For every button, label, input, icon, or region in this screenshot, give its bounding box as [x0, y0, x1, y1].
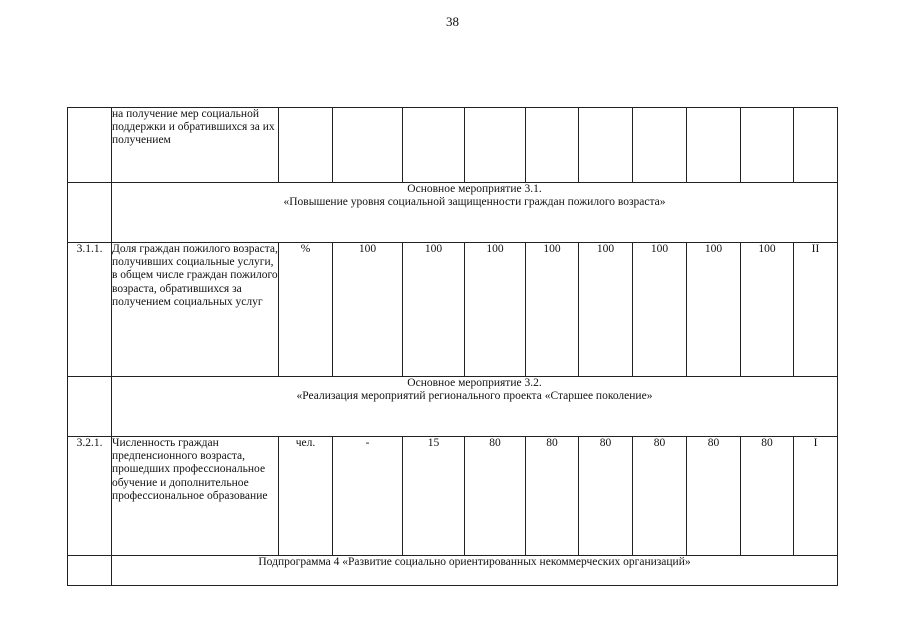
- value-cell: 100: [403, 243, 465, 377]
- value-cell: [579, 108, 633, 183]
- unit-cell: [279, 108, 333, 183]
- value-cell: 100: [333, 243, 403, 377]
- value-cell: [403, 108, 465, 183]
- row-number-cell: 3.1.1.: [68, 243, 112, 377]
- value-cell: 80: [465, 437, 526, 556]
- subprogram-number-cell: [68, 556, 112, 586]
- indicator-name-cell: на получение мер социальной поддержки и обратившихся за их получением: [112, 108, 279, 183]
- unit-cell: чел.: [279, 437, 333, 556]
- row-number-cell: 3.2.1.: [68, 437, 112, 556]
- value-cell: [794, 108, 838, 183]
- value-cell: 100: [741, 243, 794, 377]
- table-row: [68, 437, 838, 556]
- row-number-cell: [68, 108, 112, 183]
- indicator-name-cell: Доля граждан пожилого возраста, получивших социальные услуги, в общем числе граждан пожилого возраста, обратившихся за получением социальных услуг: [112, 243, 279, 377]
- page-number: 38: [446, 14, 459, 29]
- value-cell: -: [333, 437, 403, 556]
- value-cell: 80: [741, 437, 794, 556]
- value-cell: 100: [633, 243, 687, 377]
- value-cell: II: [794, 243, 838, 377]
- table-row: [68, 108, 838, 183]
- value-cell: [333, 108, 403, 183]
- section-number-cell: [68, 183, 112, 243]
- value-cell: [465, 108, 526, 183]
- value-cell: [633, 108, 687, 183]
- value-cell: [526, 108, 579, 183]
- value-cell: 15: [403, 437, 465, 556]
- subprogram-row: [68, 556, 838, 586]
- section-subtitle: «Повышение уровня социальной защищенности граждан пожилого возраста»: [283, 196, 666, 209]
- value-cell: 80: [633, 437, 687, 556]
- value-cell: 80: [579, 437, 633, 556]
- value-cell: [741, 108, 794, 183]
- value-cell: 100: [526, 243, 579, 377]
- value-cell: 100: [465, 243, 526, 377]
- section-heading-3-2: [112, 377, 838, 437]
- value-cell: 80: [687, 437, 741, 556]
- indicator-name-cell: Численность граждан предпенсионного возраста, прошедших профессиональное обучение и дополнительное профессиональное образование: [112, 437, 279, 556]
- subprogram-heading: Подпрограмма 4 «Развитие социально ориентированных некоммерческих организаций»: [112, 556, 838, 586]
- indicators-table: [67, 107, 838, 586]
- value-cell: [687, 108, 741, 183]
- value-cell: I: [794, 437, 838, 556]
- section-title: Основное мероприятие 3.1.: [407, 183, 542, 195]
- table-row: [68, 243, 838, 377]
- unit-cell: %: [279, 243, 333, 377]
- section-title: Основное мероприятие 3.2.: [407, 377, 542, 389]
- value-cell: 100: [687, 243, 741, 377]
- value-cell: 80: [526, 437, 579, 556]
- section-subtitle: «Реализация мероприятий регионального проекта «Старшее поколение»: [296, 390, 653, 403]
- section-heading-3-1: [112, 183, 838, 243]
- value-cell: 100: [579, 243, 633, 377]
- section-row: [68, 377, 838, 437]
- section-number-cell: [68, 377, 112, 437]
- section-row: [68, 183, 838, 243]
